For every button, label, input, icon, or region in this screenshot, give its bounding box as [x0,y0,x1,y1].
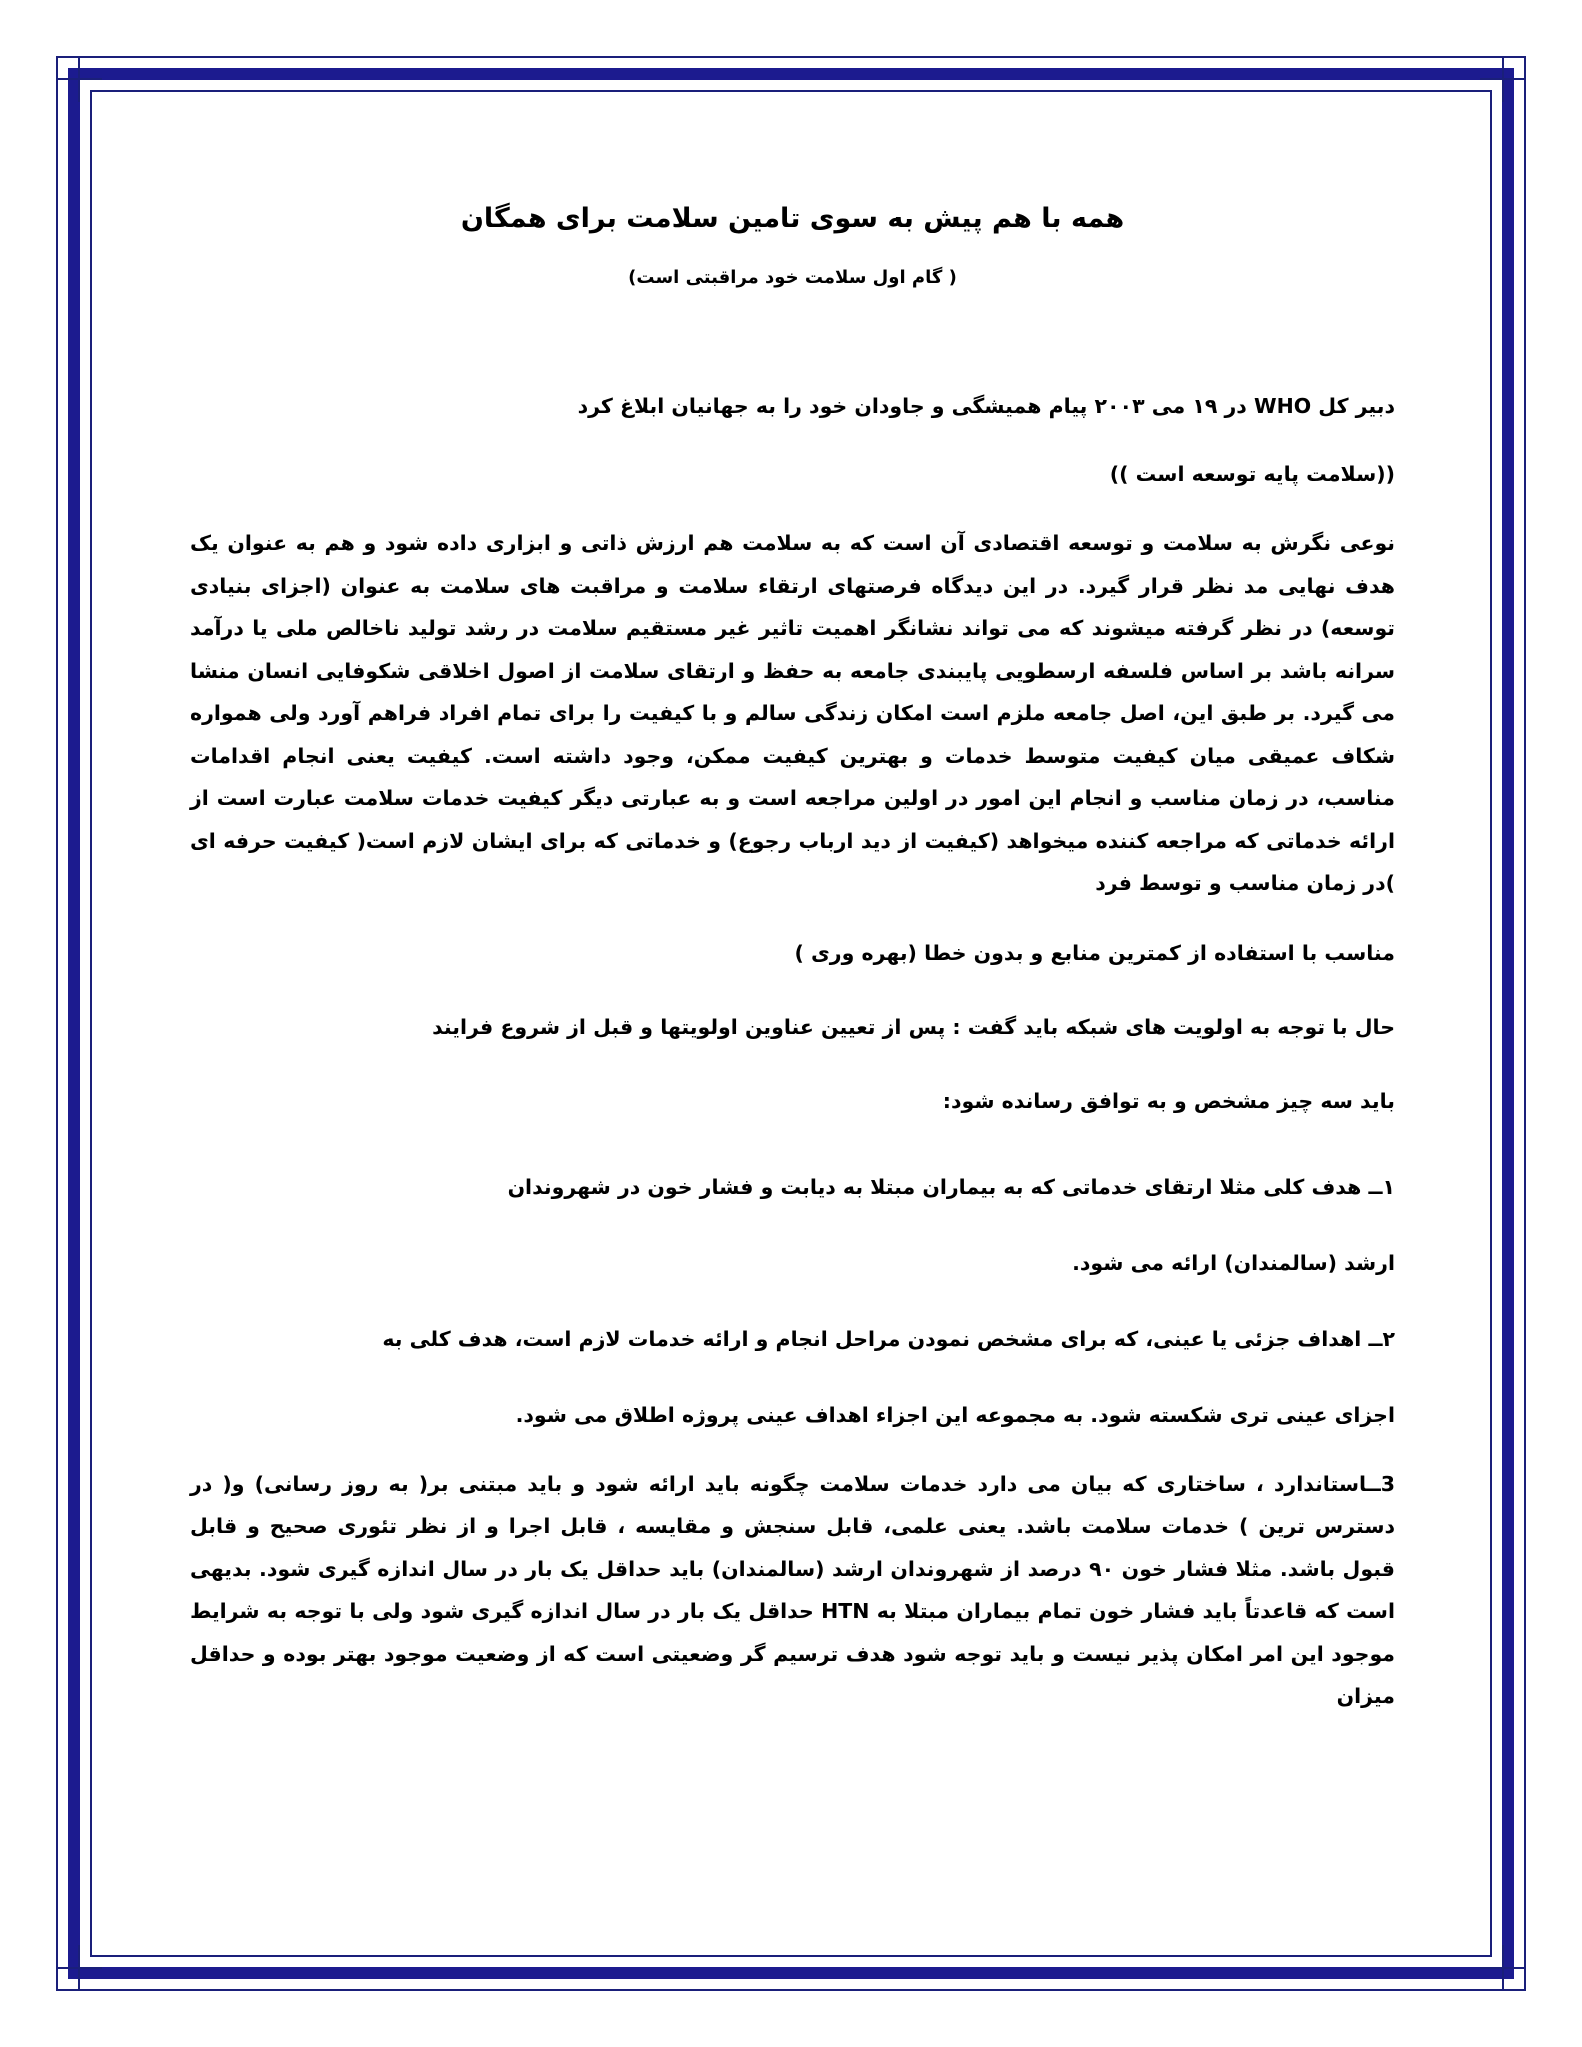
corner-ornament-top-right [1480,56,1526,102]
page-title: همه با هم پیش به سوی تامین سلامت برای همگان [460,203,1125,234]
list-item-1-line-2: ارشد (سالمندان) ارائه می شود. [1072,1250,1395,1275]
paragraph-efficiency: مناسب با استفاده از کمترین منابع و بدون خطا (بهره وری ) [794,940,1395,965]
document-body [190,190,1395,1718]
paragraph-network-priorities: حال با توجه به اولویت های شبکه باید گفت : پس از تعیین عناوین اولویتها و قبل از شروع فرایند [432,1014,1395,1039]
list-item-3-standard: 3ــاستاندارد ، ساختاری که بیان می دارد خدمات سلامت چگونه باید ارائه شود و باید مبتنی بر( به روز رسانی) و( در دسترس ترین ) خدمات سلامت باشد. یعنی علمی، قابل سنجش و مقایسه ، قابل اجرا و از نظر تئوری صحیح و قابل قبول باشد. مثلا فشار خون ۹۰ درصد از شهروندان ارشد (سالمندان) باید حداقل یک بار در سال اندازه گیری شود. بدیهی است که قاعدتاً باید فشار خون تمام بیماران مبتلا به HTN حداقل یک بار در سال اندازه گیری شود ولی با توجه به شرایط موجود این امر امکان پذیر نیست و باید توجه شود هدف ترسیم گر وضعیتی است که از وضعیت موجود بهتر بوده و حداقل میزان [190,1471,1395,1708]
corner-ornament-top-left [56,56,102,102]
list-item-2-line-2: اجزای عینی تری شکسته شود. به مجموعه این اجزاء اهداف عینی پروژه اطلاق می شود. [515,1402,1395,1427]
corner-ornament-bottom-left [56,1945,102,1991]
paragraph-health-development: نوعی نگرش به سلامت و توسعه اقتصادی آن است که به سلامت هم ارزش ذاتی و ابزاری داده شود و هم به عنوان یک هدف نهایی مد نظر قرار گیرد. در این دیدگاه فرصتهای ارتقاء سلامت و مراقبت های سلامت به عنوان (اجزای بنیادی توسعه) در نظر گرفته میشوند که می تواند نشانگر اهمیت تاثیر غیر مستقیم سلامت در رشد تولید ناخالص ملی یا درآمد سرانه باشد بر اساس فلسفه ارسطویی پایبندی جامعه به حفظ و ارتقای سلامت از اصول اخلاقی شکوفایی انسان منشا می گیرد. بر طبق این، اصل جامعه ملزم است امکان زندگی سالم و با کیفیت را برای تمام افراد فراهم آورد ولی همواره شکاف عمیقی میان کیفیت متوسط خدمات و بهترین کیفیت ممکن، وجود داشته است. کیفیت یعنی انجام اقدامات مناسب، در زمان مناسب و انجام این امور در اولین مراجعه است و به عبارتی دیگر کیفیت خدمات سلامت عبارت است از ارائه خدماتی که مراجعه کننده میخواهد (کیفیت از دید ارباب رجوع) و خدماتی که برای ایشان لازم است( کیفیت حرفه ای )در زمان مناسب و توسط فرد [190,531,1395,895]
page-subtitle: ( گام اول سلامت خود مراقبتی است) [628,267,957,288]
corner-ornament-bottom-right [1480,1945,1526,1991]
paragraph-three-items: باید سه چیز مشخص و به توافق رسانده شود: [942,1088,1395,1113]
paragraph-slogan: ((سلامت پایه توسعه است )) [1109,462,1395,486]
list-item-1-line-1: ۱ــ هدف کلی مثلا ارتقای خدماتی که به بیماران مبتلا به دیابت و فشار خون در شهروندان [507,1174,1395,1199]
list-item-2-line-1: ۲ــ اهداف جزئی یا عینی، که برای مشخص نمودن مراحل انجام و ارائه خدمات لازم است، هدف کلی به [382,1326,1395,1351]
paragraph-who-message: دبیر کل WHO در ۱۹ می ۲۰۰۳ پیام همیشگی و جاودان خود را به جهانیان ابلاغ کرد [577,394,1395,418]
